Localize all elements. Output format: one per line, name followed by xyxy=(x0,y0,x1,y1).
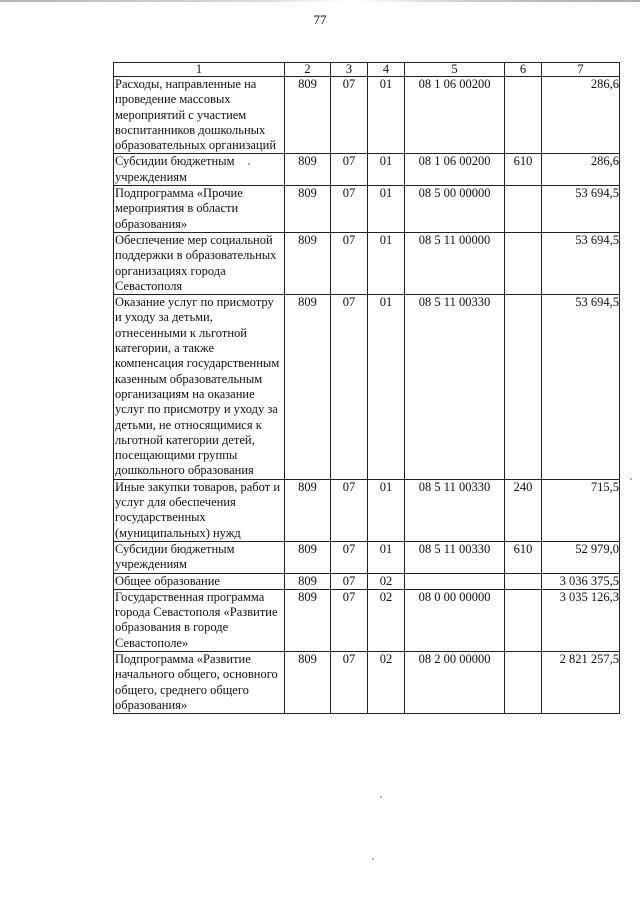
row-name: Государственная программа города Севастополя «Развитие образования в городе Севастополе» xyxy=(114,589,285,651)
cell-target: 08 0 00 00000 xyxy=(405,589,505,651)
cell-target: 08 5 00 00000 xyxy=(405,186,505,233)
row-name: Подпрограмма «Прочие мероприятия в области образования» xyxy=(114,186,285,233)
cell-expense-type xyxy=(505,186,542,233)
table-row xyxy=(114,651,620,713)
cell-amount: 2 821 257,5 xyxy=(542,651,620,713)
cell-expense-type: 240 xyxy=(505,479,542,541)
column-header: 2 xyxy=(285,63,331,77)
cell-amount: 3 035 126,3 xyxy=(542,589,620,651)
cell-subsection: 02 xyxy=(368,651,405,713)
table-row xyxy=(114,573,620,589)
cell-ministry: 809 xyxy=(285,573,331,589)
cell-amount: 52 979,0 xyxy=(542,541,620,573)
table-row xyxy=(114,541,620,573)
cell-subsection: 01 xyxy=(368,154,405,186)
column-header: 3 xyxy=(331,63,368,77)
cell-subsection: 01 xyxy=(368,541,405,573)
scan-speck xyxy=(630,478,632,480)
table-header-row xyxy=(114,63,620,77)
table-row xyxy=(114,154,620,186)
table-row xyxy=(114,232,620,294)
cell-subsection: 01 xyxy=(368,479,405,541)
cell-amount: 286,6 xyxy=(542,77,620,154)
column-header: 7 xyxy=(542,63,620,77)
cell-section: 07 xyxy=(331,295,368,480)
column-header: 4 xyxy=(368,63,405,77)
table-row xyxy=(114,295,620,480)
column-header: 1 xyxy=(114,63,285,77)
cell-ministry: 809 xyxy=(285,479,331,541)
cell-target: 08 5 11 00330 xyxy=(405,541,505,573)
cell-ministry: 809 xyxy=(285,154,331,186)
cell-expense-type xyxy=(505,232,542,294)
cell-target: 08 5 11 00330 xyxy=(405,295,505,480)
cell-ministry: 809 xyxy=(285,295,331,480)
cell-target: 08 5 11 00330 xyxy=(405,479,505,541)
cell-ministry: 809 xyxy=(285,589,331,651)
cell-expense-type: 610 xyxy=(505,154,542,186)
table-row xyxy=(114,479,620,541)
cell-subsection: 01 xyxy=(368,186,405,233)
cell-ministry: 809 xyxy=(285,77,331,154)
column-header: 6 xyxy=(505,63,542,77)
cell-section: 07 xyxy=(331,651,368,713)
cell-ministry: 809 xyxy=(285,232,331,294)
table-row xyxy=(114,77,620,154)
row-name: Подпрограмма «Развитие начального общего, основного общего, среднего общего образования» xyxy=(114,651,285,713)
cell-ministry: 809 xyxy=(285,186,331,233)
cell-amount: 286,6 xyxy=(542,154,620,186)
cell-target: 08 1 06 00200 xyxy=(405,77,505,154)
table-row xyxy=(114,589,620,651)
cell-section: 07 xyxy=(331,77,368,154)
cell-amount: 53 694,5 xyxy=(542,232,620,294)
cell-amount: 3 036 375,5 xyxy=(542,573,620,589)
cell-section: 07 xyxy=(331,479,368,541)
scan-speck xyxy=(248,163,250,165)
cell-subsection: 01 xyxy=(368,295,405,480)
cell-subsection: 02 xyxy=(368,589,405,651)
row-name: Субсидии бюджетным учреждениям xyxy=(114,541,285,573)
budget-table xyxy=(113,62,620,714)
cell-section: 07 xyxy=(331,589,368,651)
row-name: Оказание услуг по присмотру и уходу за детьми, отнесенными к льготной категории, а также компенсация государственным казенным образовательным организациям на оказание услуг по присмотру и уходу за детьми, не относящимися к льготной категории детей, посещающими группы дошкольного образования xyxy=(114,295,285,480)
cell-ministry: 809 xyxy=(285,651,331,713)
cell-amount: 715,5 xyxy=(542,479,620,541)
cell-subsection: 01 xyxy=(368,232,405,294)
row-name: Субсидии бюджетным учреждениям xyxy=(114,154,285,186)
cell-subsection: 01 xyxy=(368,77,405,154)
cell-expense-type: 610 xyxy=(505,541,542,573)
cell-subsection: 02 xyxy=(368,573,405,589)
cell-section: 07 xyxy=(331,186,368,233)
scan-speck xyxy=(380,796,382,798)
cell-expense-type xyxy=(505,77,542,154)
cell-target: 08 1 06 00200 xyxy=(405,154,505,186)
row-name: Обеспечение мер социальной поддержки в образовательных организациях города Севастополя xyxy=(114,232,285,294)
cell-section: 07 xyxy=(331,232,368,294)
cell-expense-type xyxy=(505,651,542,713)
row-name: Иные закупки товаров, работ и услуг для обеспечения государственных (муниципальных) нужд xyxy=(114,479,285,541)
cell-ministry: 809 xyxy=(285,541,331,573)
cell-target xyxy=(405,573,505,589)
cell-expense-type xyxy=(505,295,542,480)
cell-target: 08 5 11 00000 xyxy=(405,232,505,294)
row-name: Общее образование xyxy=(114,573,285,589)
cell-amount: 53 694,5 xyxy=(542,186,620,233)
cell-target: 08 2 00 00000 xyxy=(405,651,505,713)
cell-amount: 53 694,5 xyxy=(542,295,620,480)
row-name: Расходы, направленные на проведение массовых мероприятий с участием воспитанников дошкольных образовательных организаций xyxy=(114,77,285,154)
cell-section: 07 xyxy=(331,573,368,589)
cell-section: 07 xyxy=(331,541,368,573)
cell-section: 07 xyxy=(331,154,368,186)
column-header: 5 xyxy=(405,63,505,77)
page-number: 77 xyxy=(313,12,327,27)
scan-edge-line xyxy=(0,0,640,2)
scan-speck xyxy=(372,858,374,860)
cell-expense-type xyxy=(505,589,542,651)
cell-expense-type xyxy=(505,573,542,589)
table-row xyxy=(114,186,620,233)
